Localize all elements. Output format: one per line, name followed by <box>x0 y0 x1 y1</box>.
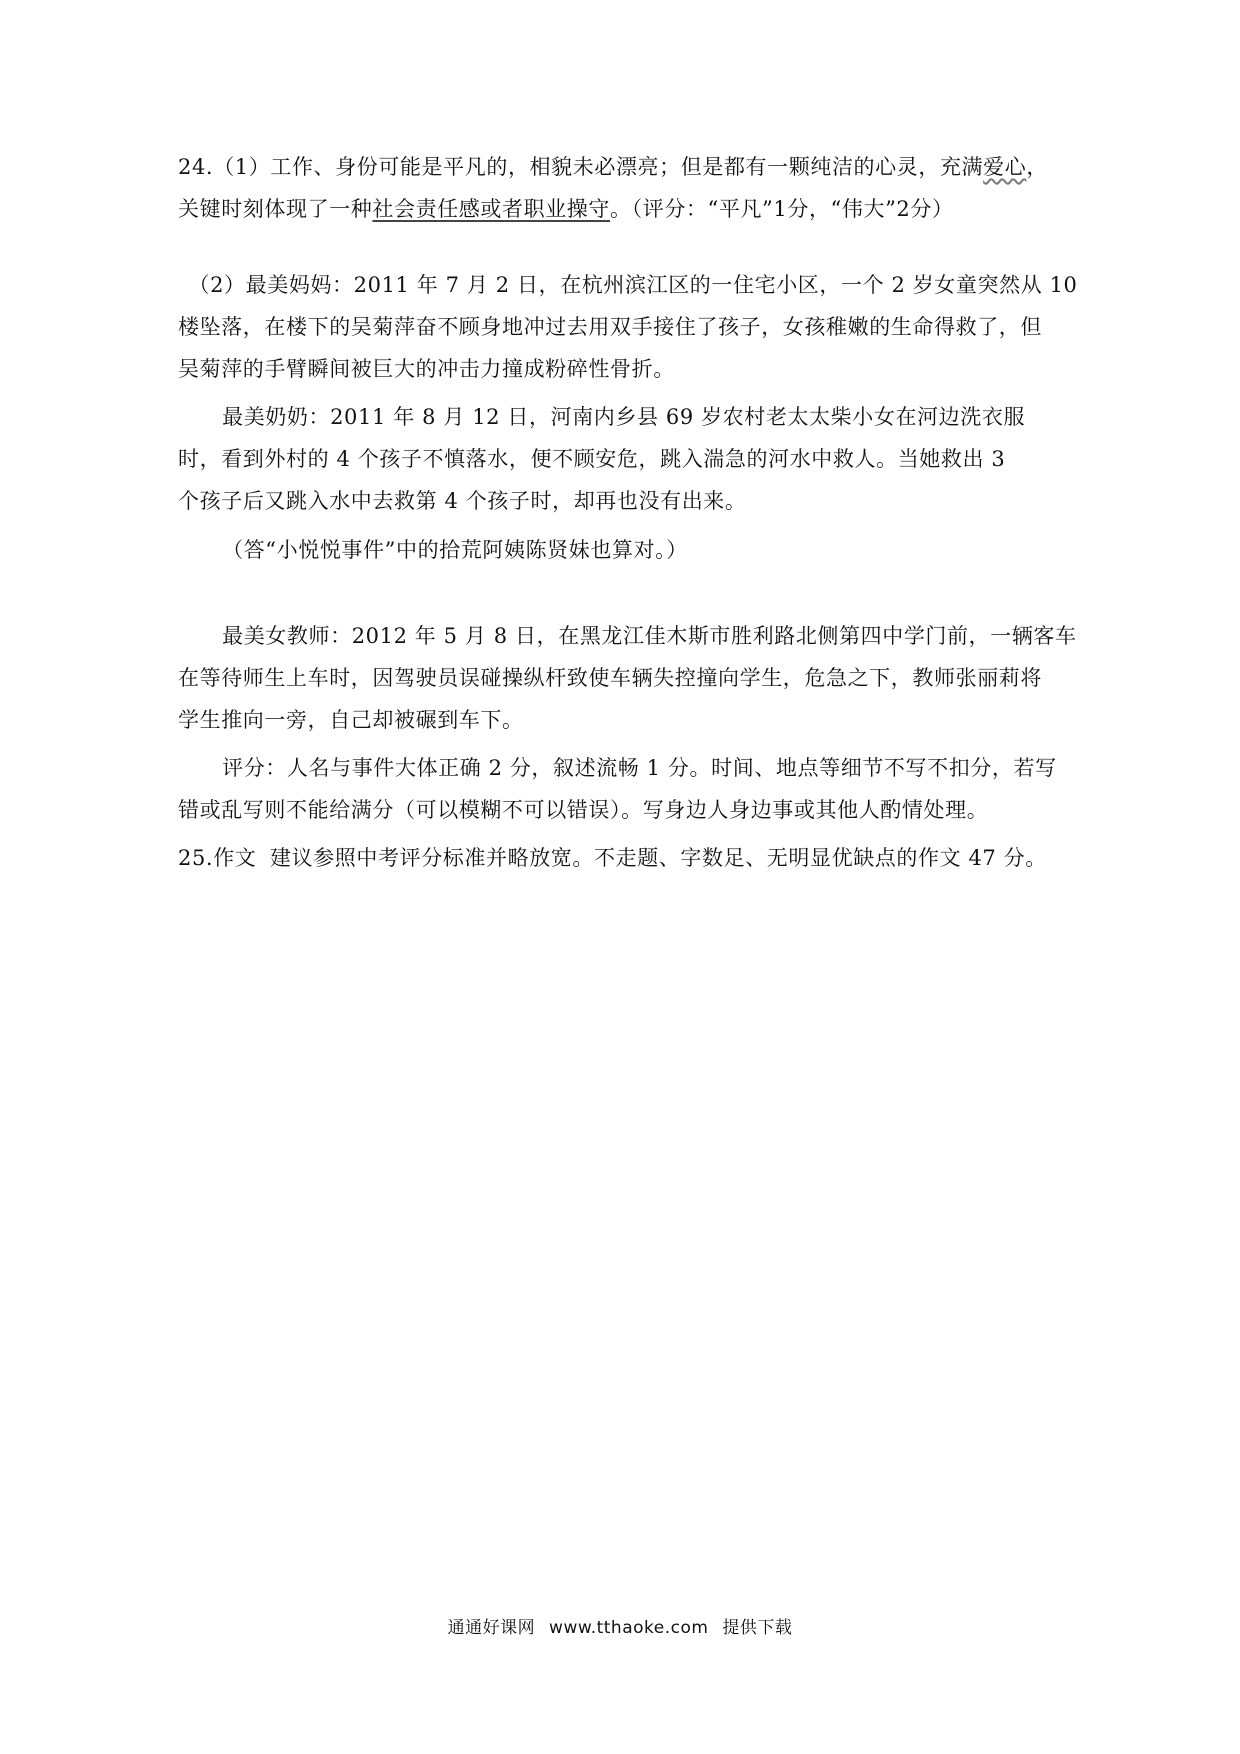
q24-part1-line2: 关键时刻体现了一种社会责任感或者职业操守。（评分：“平凡”1分，“伟大”2分） <box>178 197 954 221</box>
paragraph-best-grandma: 最美奶奶：2011 年 8 月 12 日，河南内乡县 69 岁农村老太太柴小女在河边洗衣服 时，看到外村的 4 个孩子不慎落水，便不顾安危，跳入湍急的河水中救人。当她救出 3 个孩子后又跳入水中去救第 4 个孩子时，却再也没有出来。 <box>178 405 1026 513</box>
wavy-underlined-text: 爱心 <box>983 155 1027 179</box>
q24-part1 <box>178 146 1068 230</box>
page-footer <box>0 1613 1240 1638</box>
q24-part1-line1: 24.（1）工作、身份可能是平凡的，相貌未必漂亮；但是都有一颗纯洁的心灵，充满爱心， <box>178 155 1048 179</box>
scoring-paragraph: 评分：人名与事件大体正确 2 分，叙述流畅 1 分。时间、地点等细节不写不扣分，若写 错或乱写则不能给满分（可以模糊不可以错误）。写身边人身边事或其他人酌情处理。 <box>178 756 1057 822</box>
q25-text: 建议参照中考评分标准并略放宽。不走题、字数足、无明显优缺点的作文 47 分。 <box>270 846 1047 870</box>
q25-label: 25.作文 <box>178 846 257 870</box>
underlined-text: 社会责任感或者职业操守 <box>372 197 611 221</box>
note-line: （答“小悦悦事件”中的拾荒阿姨陈贤妹也算对。） <box>222 538 688 562</box>
footer-suffix: 提供下载 <box>722 1618 793 1638</box>
footer-url: www.tthaoke.com <box>549 1618 709 1638</box>
footer-site-name: 通通好课网 <box>447 1618 536 1638</box>
q25-line <box>178 837 1068 879</box>
paragraph-best-teacher: 最美女教师：2012 年 5 月 8 日，在黑龙江佳木斯市胜利路北侧第四中学门前，一辆客车 在等待师生上车时，因驾驶员误碰操纵杆致使车辆失控撞向学生，危急之下，教师张丽莉将 学生推向一旁，自己却被碾到车下。 <box>178 624 1077 732</box>
paragraph-best-mom: （2）最美妈妈：2011 年 7 月 2 日，在杭州滨江区的一住宅小区，一个 2 岁女童突然从 10 楼坠落，在楼下的吴菊萍奋不顾身地冲过去用双手接住了孩子，女孩稚嫩的生命得救了，但 吴菊萍的手臂瞬间被巨大的冲击力撞成粉碎性骨折。 <box>178 273 1078 381</box>
